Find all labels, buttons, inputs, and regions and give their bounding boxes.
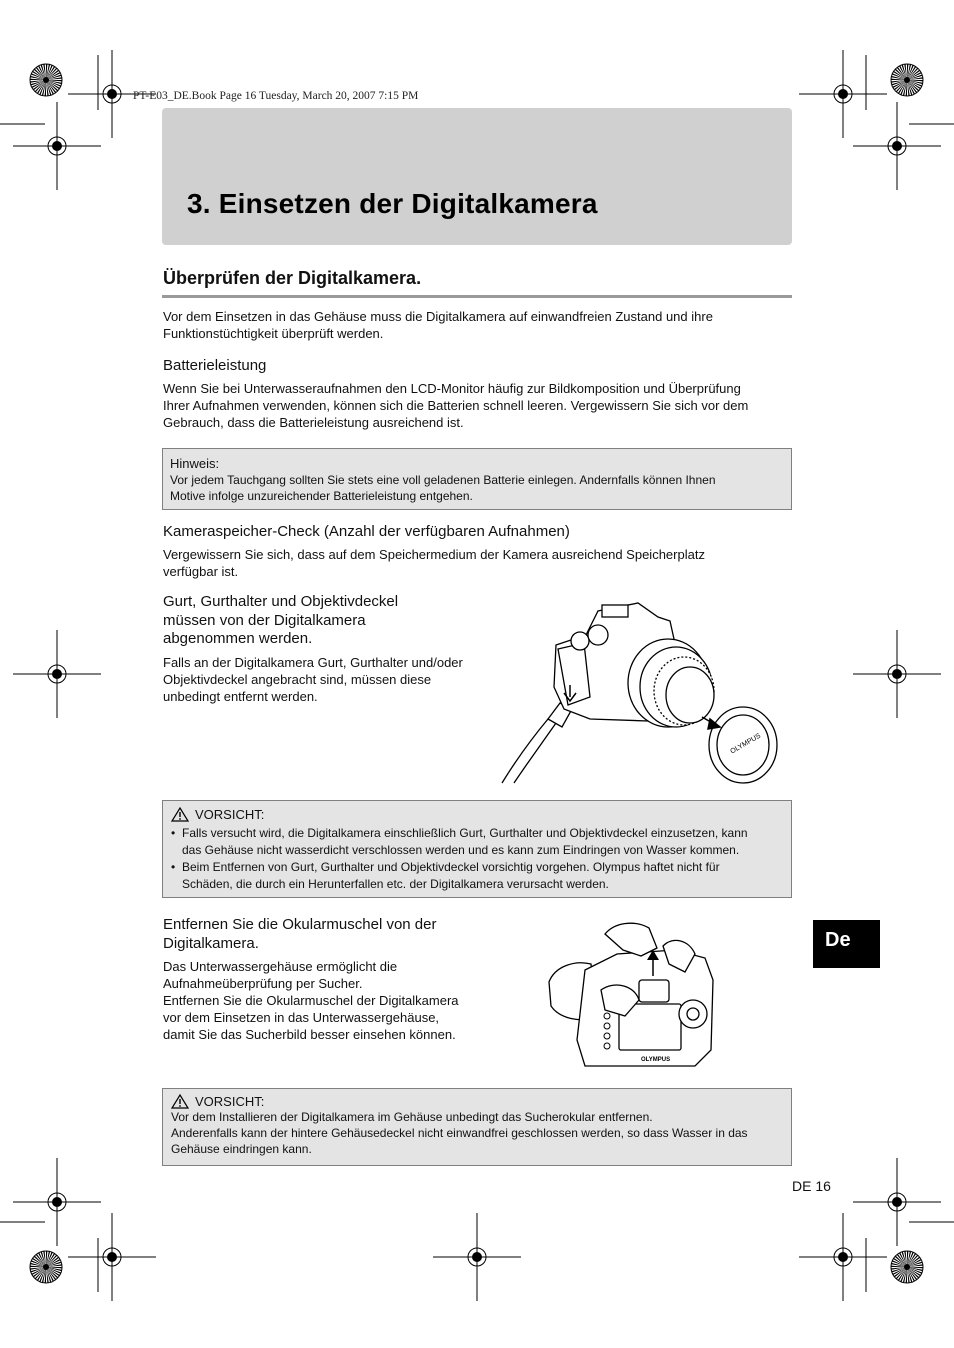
note-label: Hinweis: [170,456,220,471]
registration-crosshair [13,1158,101,1246]
strap-paragraph: Falls an der Digitalkamera Gurt, Gurthalter und/oder Objektivdeckel angebracht sind, müssen diese unbedingt entfernt werden. [163,655,463,704]
caution-header-2 [171,1094,791,1109]
eyecup-paragraph: Das Unterwassergehäuse ermöglicht die Aufnahmeüberprüfung per Sucher. Entfernen Sie die Okularmuschel der Digitalkamera vor dem Einsetzen in das Unterwassergehäuse, damit Sie das Sucherbild besser einsehen können. [163,959,459,1042]
page-number: DE 16 [792,1178,831,1194]
eyecup-heading: Entfernen Sie die Okularmuschel von der Digitalkamera. [163,916,437,952]
caution-box-2 [162,1088,792,1166]
caution-label-1: VORSICHT: [195,807,265,822]
section-heading: Überprüfen der Digitalkamera. [163,268,422,288]
intro-paragraph: Vor dem Einsetzen in das Gehäuse muss die Digitalkamera auf einwandfreien Zustand und ihre Funktionstüchtigkeit überprüft werden. [163,309,713,341]
warning-triangle-icon [171,1094,189,1109]
warning-triangle-icon [171,807,189,822]
battery-heading: Batterieleistung [163,357,267,374]
registration-crosshair [853,1158,941,1246]
memory-paragraph: Vergewissern Sie sich, dass auf dem Speichermedium der Kamera ausreichend Speicherplatz verfügbar ist. [163,547,705,579]
eyecup-removal-illustration [545,920,720,1070]
memory-heading: Kameraspeicher-Check (Anzahl der verfügbaren Aufnahmen) [163,523,570,540]
caution-text-2: Vor dem Installieren der Digitalkamera im Gehäuse unbedingt das Sucherokular entfernen. Anderenfalls kann der hintere Gehäusedeckel nicht einwandfrei geschlossen werden, so dass Wasser in das Gehäuse eindringen kann. [171,1110,748,1156]
note-text: Vor jedem Tauchgang sollten Sie stets eine voll geladenen Batterie einlegen. Andernfalls können Ihnen Motive infolge unzureichender Batterieleistung entgehen. [170,473,716,503]
caution-bullet: • Falls versucht wird, die Digitalkamera einschließlich Gurt, Gurthalter und Objektivdeckel einzusetzen, kann das Gehäuse nicht wasserdicht verschlossen werden und es kann zum Eindringen von Wasser kommen. [171,825,791,859]
camera-brand: OLYMPUS [641,1057,671,1063]
section-divider [162,295,792,298]
registration-crosshair [853,630,941,718]
registration-crosshair [13,102,101,190]
registration-starburst [891,64,923,96]
camera-lens-cap-illustration [498,597,782,787]
file-header: PT-E03_DE.Book Page 16 Tuesday, March 20, 2007 7:15 PM [133,90,419,102]
registration-crosshair [799,1213,887,1301]
caution-header-1 [171,807,791,822]
registration-crosshair [68,1213,156,1301]
registration-crosshair [853,102,941,190]
registration-crosshair [433,1213,521,1301]
language-tab: De [813,920,880,968]
caution-list-1 [171,825,791,893]
title-banner [162,108,792,245]
battery-paragraph: Wenn Sie bei Unterwasseraufnahmen den LCD-Monitor häufig zur Bildkomposition und Überprüfung Ihrer Aufnahmen verwenden, können sich die Batterien schnell leeren. Vergewissern Sie sich vor dem Gebrauch, dass die Batterieleistung ausreichend ist. [163,381,749,430]
registration-starburst [891,1251,923,1283]
caution-box-1 [162,800,792,898]
registration-crosshair [799,50,887,138]
registration-crosshair [13,630,101,718]
registration-starburst [30,64,62,96]
strap-heading: Gurt, Gurthalter und Objektivdeckel müssen von der Digitalkamera abgenommen werden. [163,593,399,647]
caution-label-2: VORSICHT: [195,1094,265,1109]
note-box [162,448,792,510]
caution-bullet: • Beim Entfernen von Gurt, Gurthalter und Objektivdeckel vorsichtig vorgehen. Olympus haftet nicht für Schäden, die durch ein Herunterfallen etc. der Digitalkamera verursacht werden. [171,859,791,893]
registration-starburst [30,1251,62,1283]
lens-cap-brand: OLYMPUS [729,732,763,756]
page-title: 3. Einsetzen der Digitalkamera [187,188,598,219]
